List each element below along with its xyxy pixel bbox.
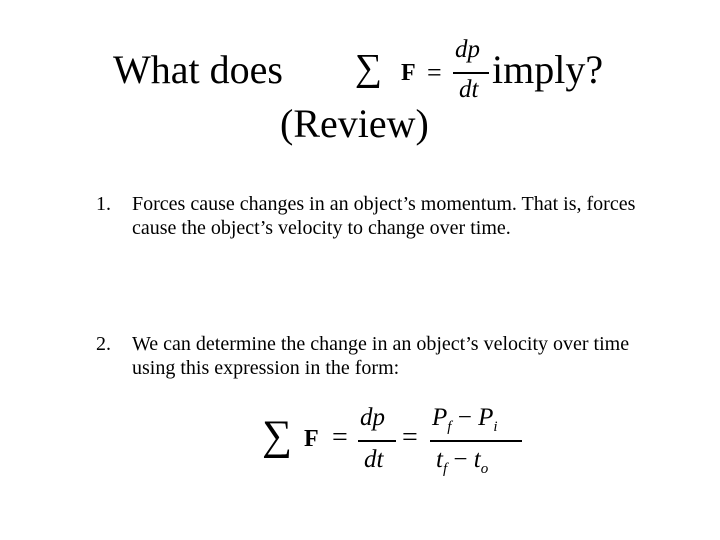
time-difference: $t_f - t_o$ bbox=[436, 446, 489, 477]
list-number: 2. bbox=[96, 333, 111, 355]
list-text: We can determine the change in an object’s velocity over time using this expression in the form: bbox=[132, 333, 630, 379]
momentum-difference: $P_f - P_i$ bbox=[432, 404, 498, 435]
derivative-numerator: dp bbox=[360, 404, 385, 431]
equals-sign: = bbox=[427, 58, 442, 87]
title-line-2: (Review) bbox=[280, 101, 429, 146]
title-prefix: What does bbox=[113, 47, 283, 92]
formula-denominator: dt bbox=[459, 76, 479, 103]
title-formula bbox=[355, 36, 495, 108]
title-suffix: imply? bbox=[492, 47, 604, 92]
summation-symbol: ∑ bbox=[355, 47, 383, 89]
equals-sign: = bbox=[402, 422, 418, 453]
derivative-denominator: dt bbox=[364, 446, 384, 473]
force-symbol: F bbox=[401, 60, 416, 86]
fraction-bar bbox=[430, 440, 522, 442]
list-number: 1. bbox=[96, 193, 111, 215]
equals-sign: = bbox=[332, 422, 348, 453]
summation-symbol: ∑ bbox=[262, 413, 292, 459]
force-symbol: F bbox=[304, 426, 319, 452]
formula-numerator: dp bbox=[455, 36, 480, 63]
list-text: Forces cause changes in an object’s momentum. That is, forces cause the object’s velocity to change over time. bbox=[132, 193, 636, 239]
fraction-bar bbox=[358, 440, 396, 442]
fraction-bar bbox=[453, 72, 489, 74]
momentum-formula bbox=[262, 400, 532, 482]
